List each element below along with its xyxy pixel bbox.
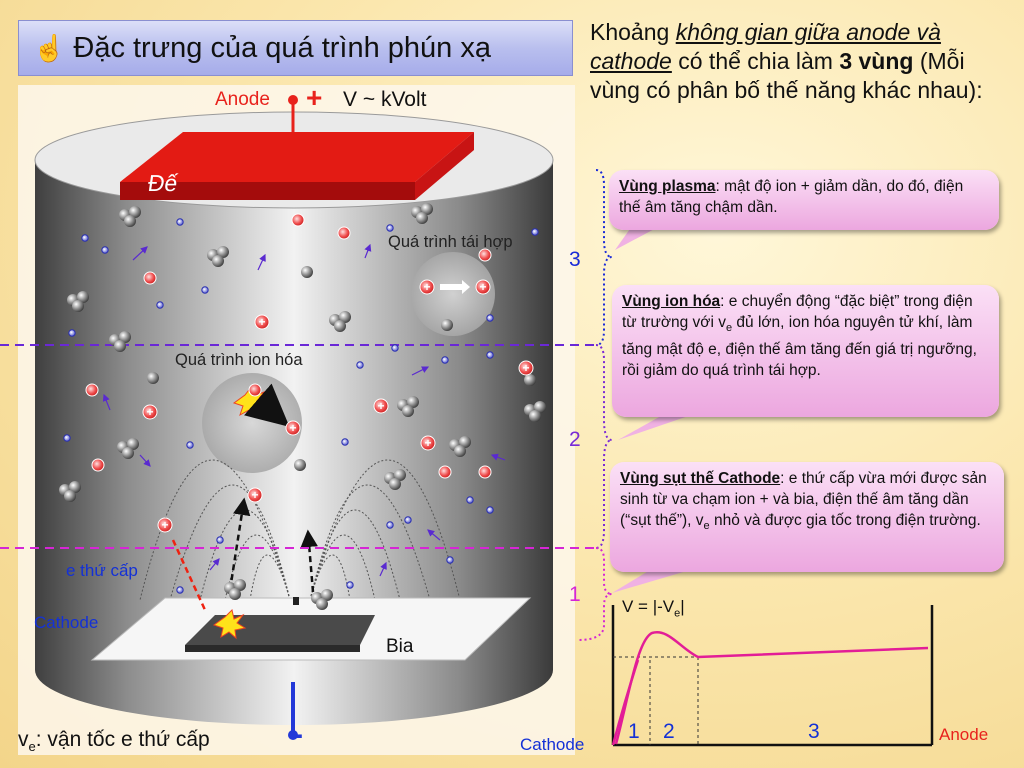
- ion-plus-sign: +: [161, 518, 169, 532]
- ion: [479, 466, 491, 478]
- graph-x-start-label: Cathode: [520, 735, 585, 754]
- gas-atom: [402, 405, 414, 417]
- bubble-cathode-heading: Vùng sụt thế Cathode: [620, 470, 781, 487]
- anode-terminal: [288, 95, 298, 105]
- gas-atom: [316, 598, 328, 610]
- ion: [439, 466, 451, 478]
- substrate-label: Đế: [146, 170, 180, 196]
- gas-atom: [441, 319, 453, 331]
- cathode-plate: [92, 598, 530, 660]
- ve-definition: $v_e$: vận tốc e thứ cấp: [18, 728, 210, 755]
- ion: [292, 214, 304, 226]
- gas-atom: [529, 410, 541, 422]
- anode-plus-sign: +: [306, 82, 323, 113]
- bubble-plasma-text: : mật độ ion + giảm dần, do đó, điện thế âm tăng chậm dần.: [619, 178, 964, 216]
- intro-bold: 3 vùng: [839, 48, 914, 74]
- graph-region-2: 2: [663, 720, 675, 743]
- bubble-ionization-heading: Vùng ion hóa: [622, 293, 721, 310]
- gas-atom: [212, 255, 224, 267]
- electron: [347, 582, 353, 588]
- region-number-1: 1: [569, 583, 581, 606]
- secondary-electron-label: e thứ cấp: [66, 561, 138, 580]
- ion-plus-sign: +: [424, 436, 432, 450]
- electron: [102, 247, 108, 253]
- pointing-hand-icon: ☝: [33, 32, 66, 63]
- graph-region-1: 1: [628, 720, 640, 743]
- slide-title-text: Đặc trưng của quá trình phún xạ: [73, 31, 491, 64]
- electron: [187, 442, 193, 448]
- electron: [342, 439, 348, 445]
- bubble-ionization-region: Vùng ion hóa: e chuyển động “đặc biệt” trong điện từ trường với $v_e$ đủ lớn, ion hóa nguyên tử khí, làm tăng mật độ e, điện thế âm tăng đến giá trị ngưỡng, rồi giảm do quá trình tái hợp.: [612, 285, 999, 417]
- potential-graph: [613, 605, 932, 745]
- intro-emphasis: không gian giữa anode và cathode: [590, 19, 941, 74]
- electron: [82, 235, 88, 241]
- ion: [249, 384, 261, 396]
- electron: [217, 537, 223, 543]
- intro-part2: có thể chia làm: [671, 48, 840, 74]
- ion-plus-sign: +: [146, 405, 154, 419]
- gas-atom: [416, 212, 428, 224]
- ion-plus-sign: +: [258, 315, 266, 329]
- ion-plus-sign: +: [251, 488, 259, 502]
- graph-ylabel: $V = |-V_e|$: [622, 597, 685, 620]
- electron: [487, 352, 493, 358]
- bubble-cathode-fall-region: Vùng sụt thế Cathode: e thứ cấp vừa mới được sản sinh từ va chạm ion + và bia, điện thế âm tăng dần (“sụt thế”), $v_e$ nhỏ và được gia tốc trong điện trường.: [610, 462, 1004, 572]
- gas-atom: [147, 372, 159, 384]
- intro-part3: (Mỗi vùng có phân bố thế năng khác nhau):: [590, 48, 983, 103]
- ion-plus-sign: +: [423, 280, 431, 294]
- ion-plus-sign: +: [377, 399, 385, 413]
- cathode-label: Cathode: [34, 613, 99, 632]
- gas-atom: [64, 490, 76, 502]
- region-number-3: 3: [569, 248, 581, 271]
- cathode-minus-sign: -: [293, 718, 303, 751]
- gas-atom: [334, 320, 346, 332]
- ion-plus-sign: +: [522, 361, 530, 375]
- anode-label: Anode: [215, 89, 270, 110]
- electron: [387, 225, 393, 231]
- electron: [177, 219, 183, 225]
- electron: [442, 357, 448, 363]
- intro-part1: Khoảng: [590, 19, 676, 45]
- gas-atom: [524, 374, 536, 386]
- ion: [92, 459, 104, 471]
- electron: [487, 507, 493, 513]
- electron: [447, 557, 453, 563]
- electron: [467, 497, 473, 503]
- bubble-plasma-heading: Vùng plasma: [619, 178, 716, 195]
- gas-atom: [122, 447, 134, 459]
- target-label: Bia: [386, 636, 414, 657]
- electron: [387, 522, 393, 528]
- gas-atom: [454, 445, 466, 457]
- gas-atom: [229, 588, 241, 600]
- gas-atom: [114, 340, 126, 352]
- electron: [532, 229, 538, 235]
- electron: [157, 302, 163, 308]
- electron: [202, 287, 208, 293]
- bubble-plasma-region: [609, 170, 999, 230]
- gas-atom: [72, 300, 84, 312]
- ion-plus-sign: +: [479, 280, 487, 294]
- gas-atom: [294, 459, 306, 471]
- graph-x-end-label: Anode: [939, 725, 989, 744]
- ion-plus-sign: +: [289, 421, 297, 435]
- ionization-label: Quá trình ion hóa: [175, 351, 303, 369]
- electron: [392, 345, 398, 351]
- gas-atom: [389, 478, 401, 490]
- graph-region-3: 3: [808, 720, 820, 743]
- electron: [487, 315, 493, 321]
- gas-atom: [301, 266, 313, 278]
- electron: [405, 517, 411, 523]
- recombination-label: Quá trình tái hợp: [388, 233, 513, 251]
- electron: [69, 330, 75, 336]
- electron: [64, 435, 70, 441]
- gas-atom: [124, 215, 136, 227]
- voltage-label: V ~ kVolt: [343, 88, 427, 111]
- region-number-2: 2: [569, 428, 581, 451]
- electron: [177, 587, 183, 593]
- electron: [357, 362, 363, 368]
- ion: [86, 384, 98, 396]
- bracket-region-1: [578, 548, 612, 640]
- ion: [338, 227, 350, 239]
- ion: [144, 272, 156, 284]
